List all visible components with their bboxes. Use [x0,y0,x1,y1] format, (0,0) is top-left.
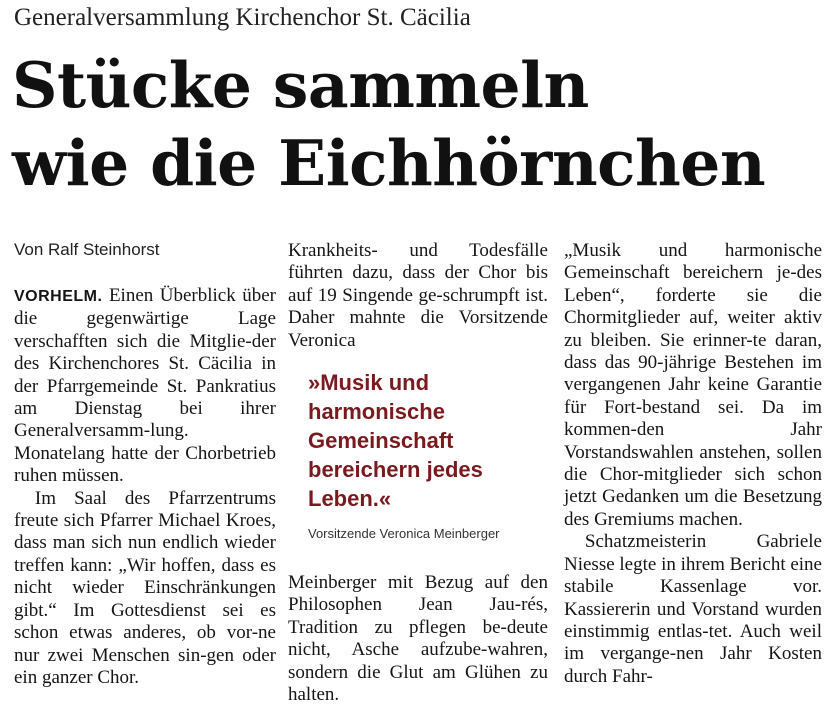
paragraph: Krankheits- und Todesfälle führten dazu, dass der Chor bis auf 19 Singende ge-schrumpft ist. Daher mahnte die Vorsitzende Veronica [288,240,548,351]
paragraph [14,285,276,488]
column-3 [564,240,822,688]
paragraph: Im Saal des Pfarrzentrums freute sich Pfarrer Michael Kroes, dass man sich nun endlich wieder treffen kann: „Wir hoffen, dass es nicht wieder Einschränkungen gibt.“ Im Gottesdienst sei es schon etwas anderes, ob vor-ne nur zwei Menschen sin-gen oder ein ganzer Chor. [14,487,276,688]
paragraph: Meinberger mit Bezug auf den Philosophen Jean Jau-rés, Tradition zu pflegen be-deute nicht, Asche aufzube-wahren, sondern die Glut am Glühen zu halten. [288,572,548,706]
headline-line-2: wie die Eichhörnchen [12,126,766,200]
paragraph-text: Einen Überblick über die gegenwärtige Lage verschafften sich die Mitglie-der des Kirchenchores St. Cäcilia in der Pfarrgemeinde St. Pankratius am Dienstag bei ihrer Generalversamm-lung. Monatelang hatte der Chorbetrieb ruhen müssen. [14,285,276,487]
column-2-top [288,240,548,352]
column-2-bottom [288,572,548,706]
article-kicker: Generalversammlung Kirchenchor St. Cäcilia [14,4,471,31]
paragraph: „Musik und harmonische Gemeinschaft bereichern je-des Leben“, forderte sie die Chormitglieder auf, weiter aktiv zu bleiben. Sie erinner-te daran, dass das 90-jährige Bestehen im vergangenen Jahr keine Garantie für Fort-bestand sei. Da im kommen-den Jahr Vorstandswahlen anstehen, sollen die Chor-mitglieder sich schon jetzt Gedanken um die Besetzung des Gremiums machen. [564,240,822,530]
byline: Von Ralf Steinhorst [14,240,160,259]
pull-quote-source: Vorsitzende Veronica Meinberger [308,526,500,541]
pull-quote: »Musik und harmonische Gemeinschaft bereichern jedes Leben.« [308,370,483,511]
dateline: VORHELM. [14,288,103,305]
headline-line-1: Stücke sammeln [12,48,589,122]
article-headline [12,46,765,202]
column-1 [14,285,276,689]
paragraph: Schatzmeisterin Gabriele Niesse legte in ihrem Bericht eine stabile Kassenlage vor. Kassiererin und Vorstand wurden einstimmig entlas-tet. Auch weil im vergange-nen Jahr Kosten durch Fahr- [564,531,822,687]
